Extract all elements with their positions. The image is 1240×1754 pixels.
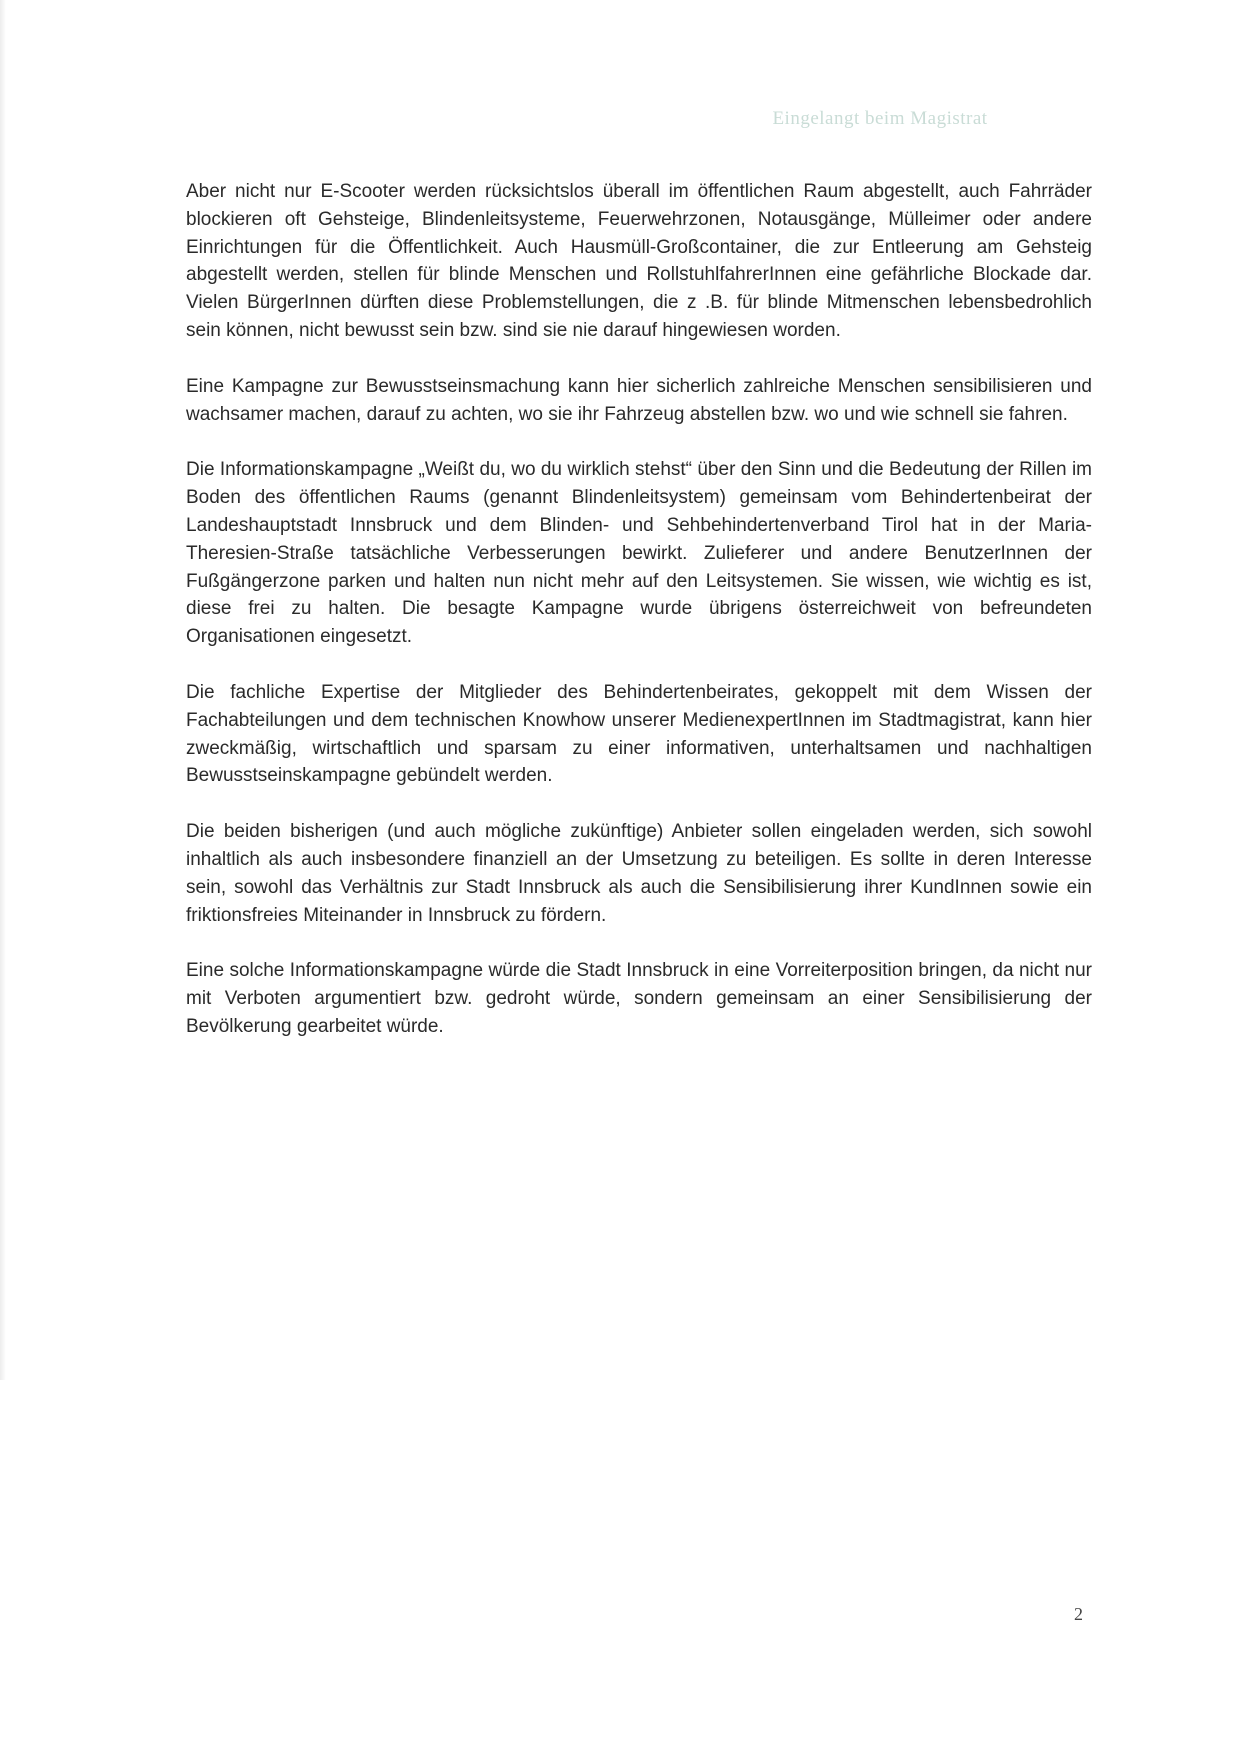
stamp-line-1: Eingelangt beim Magistrat [772,108,988,129]
paragraph-4: Die fachliche Expertise der Mitglieder des Behindertenbeirates, gekoppelt mit dem Wissen der Fachabteilungen und dem technischen Knowhow unserer MedienexpertInnen im Stadtmagistrat, kann hier zweckmäßig, wirtschaftlich und sparsam zu einer informativen, unterhaltsamen und nachhaltigen Bewusstseinskampagne gebündelt werden. [186,681,1092,787]
scan-edge [0,0,6,1380]
page-number: 2 [1074,1604,1083,1624]
paragraph-6: Eine solche Informationskampagne würde die Stadt Innsbruck in eine Vorreiterposition bringen, da nicht nur mit Verboten argumentiert bzw. gedroht würde, sondern gemeinsam an einer Sensibilisierung der Bevölkerung gearbeitet würde. [186,960,1092,1037]
paragraph-3: Die Informationskampagne „Weißt du, wo du wirklich stehst“ über den Sinn und die Bedeutung der Rillen im Boden des öffentlichen Raums (genannt Blindenleitsystem) gemeinsam vom Behindertenbeirat der Landeshauptstadt Innsbruck und dem Blinden- und Sehbehindertenverband Tirol hat in der Maria-Theresien-Straße tatsächliche Verbesserungen bewirkt. Zulieferer und andere BenutzerInnen der Fußgängerzone parken und halten nun nicht mehr auf den Leitsystemen. Sie wissen, wie wichtig es ist, diese frei zu halten. Die besagte Kampagne wurde übrigens österreichweit von befreundeten Organisationen eingesetzt. [186,459,1092,648]
paragraph-2: Eine Kampagne zur Bewusstseinsmachung kann hier sicherlich zahlreiche Menschen sensibilisieren und wachsamer machen, darauf zu achten, wo sie ihr Fahrzeug abstellen bzw. wo und wie schnell sie fahren. [186,375,1092,425]
paragraph-5: Die beiden bisherigen (und auch mögliche zukünftige) Anbieter sollen eingeladen werden, sich sowohl inhaltlich als auch insbesondere finanziell an der Umsetzung zu beteiligen. Es sollte in deren Interesse sein, sowohl das Verhältnis zur Stadt Innsbruck als auch die Sensibilisierung ihrer KundInnen sowie ein friktionsfreies Miteinander in Innsbruck zu fördern. [186,821,1092,926]
paragraph-1: Aber nicht nur E-Scooter werden rücksichtslos überall im öffentlichen Raum abgestellt, auch Fahrräder blockieren oft Gehsteige, Blindenleitsysteme, Feuerwehrzonen, Notausgänge, Mülleimer oder andere Einrichtungen für die Öffentlichkeit. Auch Hausmüll-Großcontainer, die zur Entleerung am Gehsteig abgestellt werden, stellen für blinde Menschen und RollstuhlfahrerInnen eine gefährliche Blockade dar. Vielen BürgerInnen dürften diese Problemstellungen, die z .B. für blinde Mitmenschen lebensbedrohlich sein können, nicht bewusst sein bzw. sind sie nie darauf hingewiesen worden. [186,181,1092,341]
receipt-stamp [740,108,1020,130]
document-body [186,178,1092,1069]
